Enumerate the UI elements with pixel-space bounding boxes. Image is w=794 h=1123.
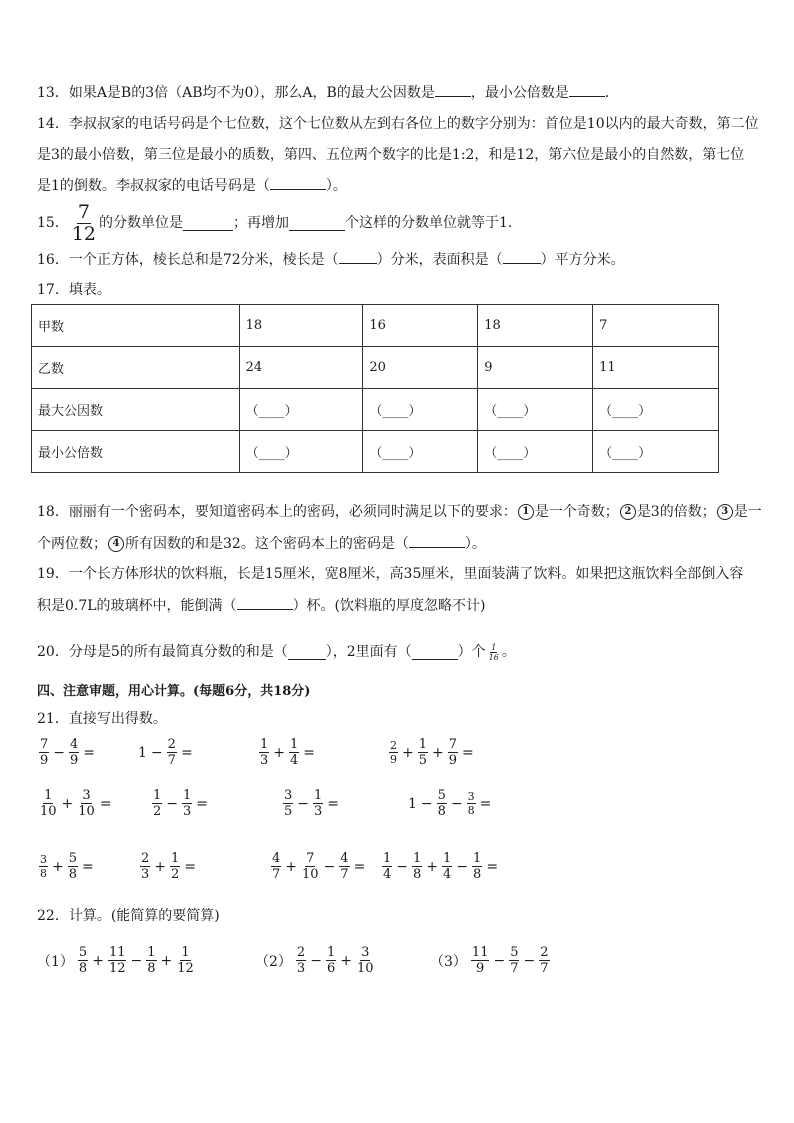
- operator: =: [486, 858, 499, 875]
- table-cell: 最小公倍数: [32, 431, 240, 473]
- fraction: [467, 790, 476, 817]
- circled-number: 4: [108, 536, 124, 552]
- denominator: 8: [78, 961, 88, 976]
- answer-cell[interactable]: （____）: [593, 431, 719, 473]
- table-cell: 甲数: [32, 305, 240, 347]
- question-19-line-1: 19．一个长方体形状的饮料瓶，长是15厘米，宽8厘米，高35厘米，里面装满了饮料。如果把这瓶饮料全部倒入容: [37, 566, 744, 582]
- fraction: [326, 945, 336, 976]
- numerator: 1: [473, 851, 482, 866]
- numerator: 1: [260, 737, 269, 752]
- denominator: 7: [167, 753, 176, 768]
- operator: −: [493, 952, 506, 969]
- fraction: [296, 945, 306, 976]
- answer-cell[interactable]: （____）: [239, 389, 363, 431]
- numerator: 4: [272, 851, 281, 866]
- fill-table: [31, 304, 719, 473]
- denominator: 2: [153, 804, 162, 819]
- numerator: 5: [68, 851, 78, 866]
- fraction: [472, 851, 482, 882]
- fraction: [176, 945, 195, 976]
- numerator: 3: [284, 788, 293, 803]
- numerator: 2: [296, 945, 306, 960]
- operator: =: [462, 744, 474, 761]
- fraction: [69, 737, 79, 768]
- operator: +: [273, 744, 286, 761]
- expression: [430, 945, 552, 976]
- fraction: [182, 788, 192, 819]
- fraction: [152, 788, 162, 819]
- operator: −: [130, 952, 143, 969]
- operator: +: [402, 744, 414, 761]
- operator: −: [310, 952, 322, 969]
- denominator: 3: [314, 804, 323, 819]
- fraction: [382, 851, 392, 882]
- operator: −: [166, 795, 179, 812]
- denominator: 8: [473, 867, 482, 882]
- denominator: 3: [260, 753, 269, 768]
- question-19-line-2: 积是0.7L的玻璃杯中，能倒满（ ）杯。(饮料瓶的厚度忽略不计): [37, 595, 486, 616]
- fraction: [108, 945, 127, 976]
- denominator: 4: [290, 753, 299, 768]
- operator: −: [53, 744, 66, 761]
- operator: −: [523, 952, 536, 969]
- question-16: 16．一个正方体，棱长总和是72分米，棱长是（ ）分米，表面积是（ ）平方分米。: [37, 249, 625, 270]
- denominator: 7: [540, 961, 549, 976]
- fraction: [437, 788, 447, 819]
- fraction: [170, 851, 180, 882]
- denominator: 5: [418, 753, 428, 768]
- circled-number: 2: [620, 504, 636, 520]
- denominator: 10: [78, 804, 95, 819]
- fraction: [146, 945, 156, 976]
- fraction: [71, 202, 97, 245]
- fraction: [442, 851, 452, 882]
- numerator: 1: [383, 851, 392, 866]
- expression: [387, 737, 476, 768]
- denominator: 16: [488, 652, 499, 662]
- operator: =: [180, 744, 193, 761]
- table-cell: 9: [478, 347, 593, 389]
- denominator: 10: [40, 804, 57, 819]
- fraction: [488, 643, 500, 662]
- table-cell: 20: [363, 347, 478, 389]
- answer-blank[interactable]: [409, 533, 465, 548]
- operator: +: [426, 858, 439, 875]
- denominator: 3: [141, 867, 150, 882]
- denominator: 2: [171, 867, 180, 882]
- numerator: 3: [40, 853, 47, 866]
- expression: [37, 737, 97, 768]
- answer-blank[interactable]: [569, 82, 605, 97]
- numerator: 1: [44, 788, 53, 803]
- numerator: 2: [540, 945, 549, 960]
- table-cell: 16: [363, 305, 478, 347]
- numerator: 3: [361, 945, 370, 960]
- question-22-title: 22．计算。(能简算的要简算): [37, 908, 220, 924]
- denominator: 8: [40, 867, 47, 880]
- operator: +: [61, 795, 74, 812]
- operator: −: [323, 858, 336, 875]
- denominator: 7: [272, 867, 281, 882]
- denominator: 9: [70, 753, 79, 768]
- whole-number: （2）: [255, 953, 292, 970]
- denominator: 9: [448, 753, 458, 768]
- operator: +: [154, 858, 167, 875]
- fraction: [448, 737, 458, 768]
- fraction: [78, 945, 88, 976]
- numerator: 3: [467, 790, 475, 803]
- operator: −: [396, 858, 409, 875]
- numerator: 3: [82, 788, 91, 803]
- operator: −: [456, 858, 469, 875]
- numerator: 1: [418, 737, 428, 752]
- denominator: 12: [108, 961, 126, 976]
- numerator: 7: [77, 200, 90, 223]
- circled-number: 3: [717, 504, 733, 520]
- denominator: 3: [296, 961, 306, 976]
- expression: [138, 851, 198, 882]
- fraction: [68, 851, 78, 882]
- expression: [257, 737, 317, 768]
- numerator: 4: [340, 851, 349, 866]
- answer-blank[interactable]: [288, 645, 326, 660]
- whole-number: 1: [408, 795, 417, 812]
- answer-cell[interactable]: （____）: [363, 431, 478, 473]
- numerator: 2: [167, 737, 176, 752]
- denominator: 7: [510, 961, 519, 976]
- question-13: 13．如果A是B的3倍（AB均不为0），那么A，B的最大公因数是 ，最小公倍数是 ．: [37, 82, 619, 103]
- operator: =: [327, 795, 340, 812]
- answer-cell[interactable]: （____）: [363, 389, 478, 431]
- expression: [138, 737, 195, 768]
- answer-cell[interactable]: （____）: [478, 389, 593, 431]
- denominator: 12: [177, 961, 194, 976]
- fraction: [271, 851, 281, 882]
- denominator: 4: [383, 867, 392, 882]
- operator: +: [285, 858, 298, 875]
- denominator: 8: [467, 804, 475, 817]
- expression: [37, 851, 96, 882]
- question-18-line-2: 个两位数； 4 所有因数的和是32。这个密码本上的密码是（ ）。: [37, 533, 486, 554]
- numerator: 1: [290, 737, 299, 752]
- answer-blank[interactable]: [183, 216, 233, 231]
- denominator: 7: [340, 867, 349, 882]
- table-cell: 11: [593, 347, 719, 389]
- operator: =: [82, 858, 94, 875]
- numerator: 5: [437, 788, 446, 803]
- fraction: [301, 851, 320, 882]
- answer-blank[interactable]: [435, 82, 471, 97]
- operator: −: [150, 744, 163, 761]
- denominator: 9: [40, 753, 49, 768]
- fraction: [471, 945, 490, 976]
- fraction: [313, 788, 323, 819]
- table-row: [32, 389, 719, 431]
- whole-number: （1）: [37, 953, 74, 970]
- fraction: [356, 945, 375, 976]
- fraction: [259, 737, 269, 768]
- fraction: [39, 788, 58, 819]
- answer-blank[interactable]: [339, 249, 377, 264]
- table-row: [32, 431, 719, 473]
- denominator: 10: [356, 961, 374, 976]
- fraction: [283, 788, 293, 819]
- answer-cell[interactable]: （____）: [239, 431, 363, 473]
- denominator: 9: [476, 961, 485, 976]
- denominator: 6: [326, 961, 336, 976]
- table-row: [32, 305, 719, 347]
- denominator: 8: [68, 867, 78, 882]
- numerator: 1: [491, 642, 497, 652]
- denominator: 5: [284, 804, 293, 819]
- numerator: 4: [70, 737, 79, 752]
- operator: =: [479, 795, 492, 812]
- operator: −: [420, 795, 433, 812]
- operator: +: [432, 744, 444, 761]
- fraction: [339, 851, 349, 882]
- operator: −: [297, 795, 310, 812]
- question-14-line-1: 14．李叔叔家的电话号码是个七位数，这个七位数从左到右各位上的数字分别为：首位是10以内的最大奇数，第二位: [37, 116, 759, 132]
- fraction: [389, 739, 398, 766]
- question-14-line-3: 是1的倒数。李叔叔家的电话号码是（ ）。: [37, 175, 347, 196]
- fraction: [509, 945, 519, 976]
- operator: =: [196, 795, 209, 812]
- numerator: 7: [448, 737, 458, 752]
- fraction: [167, 737, 177, 768]
- whole-number: 1: [138, 744, 147, 761]
- fraction: [77, 788, 96, 819]
- numerator: 2: [141, 851, 150, 866]
- expression: [255, 945, 377, 976]
- answer-blank[interactable]: [289, 216, 345, 231]
- denominator: 4: [443, 867, 452, 882]
- fraction: [418, 737, 428, 768]
- answer-blank[interactable]: [412, 645, 458, 660]
- operator: =: [83, 744, 96, 761]
- expression: [37, 945, 197, 976]
- numerator: 7: [306, 851, 315, 866]
- numerator: 1: [413, 851, 422, 866]
- answer-blank[interactable]: [503, 249, 541, 264]
- operator: =: [184, 858, 197, 875]
- fraction: [412, 851, 422, 882]
- numerator: 2: [390, 739, 397, 752]
- answer-cell[interactable]: （____）: [478, 431, 593, 473]
- denominator: 8: [413, 867, 422, 882]
- expression: [269, 851, 367, 882]
- fraction: [140, 851, 150, 882]
- fraction: [539, 945, 549, 976]
- numerator: 5: [510, 945, 519, 960]
- denominator: 8: [437, 804, 446, 819]
- question-14-line-2: 是3的最小倍数，第三位是最小的质数，第四、五位两个数字的比是1:2，和是12，第六位是最小的自然数，第七位: [37, 147, 745, 163]
- expression: [380, 851, 500, 882]
- denominator: 3: [183, 804, 192, 819]
- operator: +: [92, 952, 104, 969]
- answer-blank[interactable]: [237, 595, 293, 610]
- answer-cell[interactable]: （____）: [593, 389, 719, 431]
- operator: +: [160, 952, 173, 969]
- numerator: 1: [147, 945, 156, 960]
- circled-number: 1: [518, 504, 534, 520]
- operator: =: [303, 744, 316, 761]
- section-4-title: 四、注意审题，用心计算。(每题6分，共18分): [37, 684, 311, 699]
- numerator: 1: [326, 945, 336, 960]
- expression: [37, 788, 114, 819]
- numerator: 11: [108, 945, 126, 960]
- question-20: 20．分母是5的所有最简真分数的和是（ ），2里面有（ ）个 $\frac{1}{16}$ 。: [37, 642, 516, 662]
- question-15: 15． $\frac{7}{12}$ 的分数单位是 ；再增加 个这样的分数单位就等于1．: [37, 200, 522, 245]
- question-18-line-1: 18．丽丽有一个密码本，要知道密码本上的密码，必须同时满足以下的要求： 1 是一个奇数； 2 是3的倍数； 3 是一: [37, 504, 762, 520]
- table-cell: 18: [239, 305, 363, 347]
- expression: [408, 788, 493, 819]
- operator: −: [450, 795, 463, 812]
- table-cell: 7: [593, 305, 719, 347]
- denominator: 12: [71, 222, 97, 245]
- denominator: 8: [147, 961, 156, 976]
- numerator: 1: [171, 851, 180, 866]
- table-cell: 最大公因数: [32, 389, 240, 431]
- operator: =: [353, 858, 366, 875]
- table-row: [32, 347, 719, 389]
- operator: +: [340, 952, 352, 969]
- operator: +: [52, 858, 64, 875]
- numerator: 7: [40, 737, 49, 752]
- fraction: [289, 737, 299, 768]
- whole-number: （3）: [430, 953, 467, 970]
- expression: [150, 788, 210, 819]
- table-cell: 24: [239, 347, 363, 389]
- numerator: 1: [153, 788, 162, 803]
- numerator: 1: [183, 788, 192, 803]
- table-cell: 18: [478, 305, 593, 347]
- denominator: 9: [390, 753, 397, 766]
- expression: [281, 788, 341, 819]
- answer-blank[interactable]: [270, 175, 326, 190]
- fraction: [39, 853, 48, 880]
- numerator: 1: [181, 945, 190, 960]
- numerator: 5: [78, 945, 88, 960]
- denominator: 10: [302, 867, 319, 882]
- question-17-title: 17．填表。: [37, 282, 111, 298]
- numerator: 11: [471, 945, 489, 960]
- numerator: 1: [443, 851, 452, 866]
- numerator: 1: [314, 788, 323, 803]
- operator: =: [99, 795, 112, 812]
- question-21-title: 21．直接写出得数。: [37, 711, 167, 727]
- fraction: [39, 737, 49, 768]
- table-cell: 乙数: [32, 347, 240, 389]
